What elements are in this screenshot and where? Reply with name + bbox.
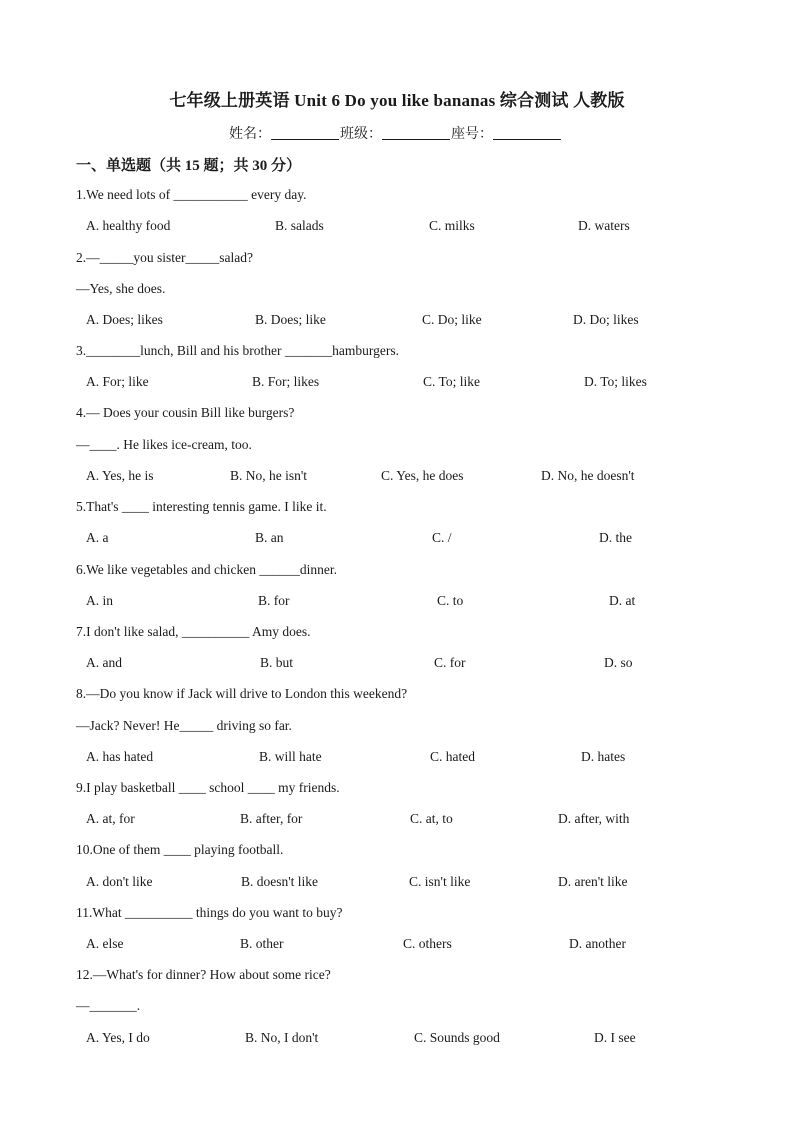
question-9-option-b: B. after, for xyxy=(240,811,303,826)
question-3-option-a: A. For; like xyxy=(86,374,149,389)
question-7-option-c: C. for xyxy=(434,655,466,670)
question-10-stem: 10.One of them ____ playing football. xyxy=(76,842,284,857)
question-4-option-c: C. Yes, he does xyxy=(381,468,464,483)
class-label: 班级： xyxy=(340,127,382,142)
question-8-stem: 8.—Do you know if Jack will drive to London this weekend? xyxy=(76,686,408,701)
question-1-option-d: D. waters xyxy=(578,218,630,233)
seat-label: 座号： xyxy=(451,127,493,142)
question-5-option-a: A. a xyxy=(86,530,109,545)
question-7-stem: 7.I don't like salad, __________ Amy does. xyxy=(76,624,311,639)
question-8-option-c: C. hated xyxy=(430,749,475,764)
question-8-option-a: A. has hated xyxy=(86,749,154,764)
question-9-stem: 9.I play basketball ____ school ____ my friends. xyxy=(76,780,340,795)
question-11-option-a: A. else xyxy=(86,936,124,951)
question-10-option-b: B. doesn't like xyxy=(241,874,319,889)
question-9-option-d: D. after, with xyxy=(558,811,630,826)
question-7-option-b: B. but xyxy=(260,655,294,670)
question-2-stem: 2.—_____you sister_____salad? xyxy=(76,250,253,265)
question-11-option-c: C. others xyxy=(403,936,452,951)
question-7-option-d: D. so xyxy=(604,655,633,670)
question-11-option-d: D. another xyxy=(569,936,626,951)
question-5-option-d: D. the xyxy=(599,530,632,545)
question-7-option-a: A. and xyxy=(86,655,122,670)
question-6-option-c: C. to xyxy=(437,593,464,608)
question-5-option-c: C. / xyxy=(432,530,452,545)
question-4-option-a: A. Yes, he is xyxy=(86,468,154,483)
question-3-stem: 3.________lunch, Bill and his brother _______hamburgers. xyxy=(76,343,399,358)
question-12-option-d: D. I see xyxy=(594,1030,636,1045)
question-12-stem-line2: —_______. xyxy=(76,998,141,1013)
question-12-option-a: A. Yes, I do xyxy=(86,1030,150,1045)
question-11-option-b: B. other xyxy=(240,936,284,951)
question-11-stem: 11.What __________ things do you want to buy? xyxy=(76,905,343,920)
question-12-option-b: B. No, I don't xyxy=(245,1030,319,1045)
question-9-option-c: C. at, to xyxy=(410,811,453,826)
question-10-option-a: A. don't like xyxy=(86,874,153,889)
question-3-option-b: B. For; likes xyxy=(252,374,320,389)
student-info-row xyxy=(229,123,562,143)
question-8-stem-line2: —Jack? Never! He_____ driving so far. xyxy=(76,718,292,733)
question-3-option-d: D. To; likes xyxy=(584,374,647,389)
page-title: 七年级上册英语 Unit 6 Do you like bananas 综合测试 人教版 xyxy=(169,91,625,110)
question-2-option-d: D. Do; likes xyxy=(573,312,639,327)
question-6-stem: 6.We like vegetables and chicken ______dinner. xyxy=(76,562,337,577)
question-6-option-a: A. in xyxy=(86,593,113,608)
question-4-stem-line2: —____. He likes ice-cream, too. xyxy=(76,437,252,452)
question-1-option-c: C. milks xyxy=(429,218,475,233)
question-8-option-b: B. will hate xyxy=(259,749,322,764)
question-2-option-a: A. Does; likes xyxy=(86,312,163,327)
question-3-option-c: C. To; like xyxy=(423,374,480,389)
question-10-option-c: C. isn't like xyxy=(409,874,471,889)
question-6-option-d: D. at xyxy=(609,593,636,608)
question-4-option-d: D. No, he doesn't xyxy=(541,468,635,483)
question-6-option-b: B. for xyxy=(258,593,290,608)
question-4-option-b: B. No, he isn't xyxy=(230,468,308,483)
seat-blank xyxy=(493,125,561,140)
question-1-option-b: B. salads xyxy=(275,218,324,233)
name-label: 姓名： xyxy=(229,127,271,142)
question-9-option-a: A. at, for xyxy=(86,811,135,826)
question-1-stem: 1.We need lots of ___________ every day. xyxy=(76,187,307,202)
question-5-stem: 5.That's ____ interesting tennis game. I like it. xyxy=(76,499,327,514)
question-2-option-b: B. Does; like xyxy=(255,312,326,327)
class-blank xyxy=(382,125,450,140)
question-12-stem: 12.—What's for dinner? How about some rice? xyxy=(76,967,331,982)
question-4-stem: 4.— Does your cousin Bill like burgers? xyxy=(76,405,295,420)
question-5-option-b: B. an xyxy=(255,530,284,545)
question-2-option-c: C. Do; like xyxy=(422,312,482,327)
question-10-option-d: D. aren't like xyxy=(558,874,628,889)
name-blank xyxy=(271,125,339,140)
question-12-option-c: C. Sounds good xyxy=(414,1030,500,1045)
section-title: 一、单选题（共 15 题；共 30 分） xyxy=(76,158,302,174)
question-1-option-a: A. healthy food xyxy=(86,218,171,233)
question-8-option-d: D. hates xyxy=(581,749,626,764)
question-2-stem-line2: —Yes, she does. xyxy=(76,281,166,296)
